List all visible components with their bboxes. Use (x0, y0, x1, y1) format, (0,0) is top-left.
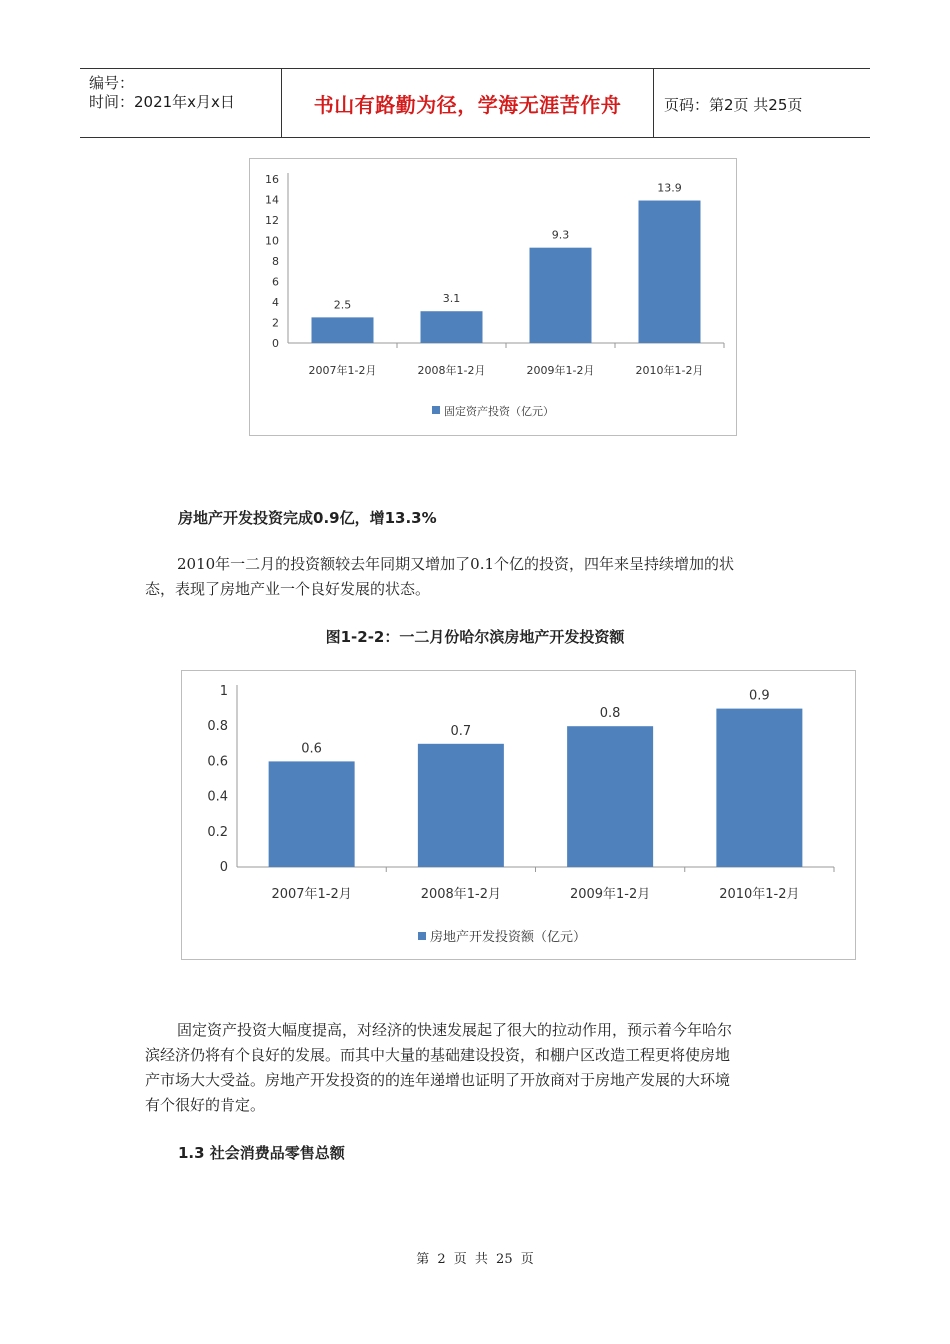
bar (418, 744, 504, 867)
bar (567, 726, 653, 867)
paragraph-line (145, 1018, 805, 1043)
y-tick-label: 8 (272, 255, 279, 268)
paragraph-line (145, 552, 805, 577)
bar-data-label: 13.9 (657, 181, 682, 195)
bar-data-label: 0.6 (301, 741, 322, 757)
paragraph-investment-growth (145, 552, 805, 602)
y-tick-label: 10 (265, 234, 279, 248)
bar (639, 201, 701, 343)
paragraph-line (145, 1068, 805, 1093)
legend-swatch (432, 406, 440, 414)
x-category-label: 2009年1-2月 (526, 364, 595, 377)
header-motto: 书山有路勤为径，学海无涯苦作舟 (313, 93, 622, 117)
y-tick-label: 1 (219, 684, 228, 699)
bar-data-label: 0.8 (599, 706, 621, 722)
section-heading-investment: 房地产开发投资完成0.9亿，增13.3% (178, 509, 437, 527)
x-category-label: 2007年1-2月 (271, 887, 352, 902)
paragraph-text: 产市场大大受益。房地产开发投资的的连年递增也证明了开放商对于房地产发展的大环境 (145, 1071, 731, 1089)
paragraph-line (145, 1093, 805, 1118)
bar (716, 709, 802, 867)
y-tick-label: 16 (265, 173, 279, 186)
paragraph-text: 态，表现了房地产业一个良好发展的状态。 (145, 580, 431, 598)
page-header (80, 68, 870, 138)
paragraph-text: 固定资产投资大幅度提高，对经济的快速发展起了很大的拉动作用，预示着今年哈尔 (177, 1021, 733, 1039)
bar-data-label: 3.1 (442, 292, 461, 306)
paragraph-text: 2010年一二月的投资额较去年同期又增加了0.1个亿的投资，四年来呈持续增加的状 (177, 555, 735, 573)
y-tick-label: 14 (265, 193, 279, 207)
y-tick-label: 0.2 (207, 824, 228, 840)
y-tick-label: 0 (272, 337, 279, 350)
paragraph-investment-analysis (145, 1018, 805, 1118)
y-tick-label: 0.6 (207, 754, 228, 770)
paragraph-text: 滨经济仍将有个良好的发展。而其中大量的基础建设投资，和棚户区改造工程更将使房地 (145, 1046, 731, 1064)
page-footer: 第 2 页 共 25 页 (416, 1252, 534, 1267)
header-page-cell (654, 69, 870, 137)
legend-label: 固定资产投资（亿元） (444, 405, 554, 418)
chart-real-estate-investment-svg (182, 671, 855, 959)
bar-data-label: 2.5 (333, 298, 352, 312)
x-category-label: 2008年1-2月 (417, 364, 486, 377)
chart-fixed-asset-investment (249, 158, 737, 436)
section-heading-retail-sales: 1.3 社会消费品零售总额 (178, 1144, 345, 1162)
header-meta-cell (80, 69, 282, 137)
x-category-label: 2010年1-2月 (635, 364, 704, 377)
chart-fixed-asset-investment-svg (250, 159, 736, 435)
y-tick-label: 12 (265, 214, 279, 227)
bar-data-label: 9.3 (551, 228, 570, 242)
y-tick-label: 6 (272, 275, 279, 289)
document-time-label: 时间：2021年x月x日 (89, 93, 235, 111)
bar-data-label: 0.9 (749, 688, 770, 704)
bar (421, 311, 483, 343)
bar-data-label: 0.7 (450, 723, 472, 739)
paragraph-line (145, 1043, 805, 1068)
x-category-label: 2010年1-2月 (719, 887, 800, 902)
y-tick-label: 0 (219, 860, 228, 875)
header-motto-cell (282, 69, 654, 137)
x-category-label: 2008年1-2月 (420, 887, 502, 902)
bar (530, 248, 592, 343)
bar (312, 317, 374, 343)
y-tick-label: 0.8 (207, 719, 228, 735)
paragraph-line (145, 577, 805, 602)
x-category-label: 2007年1-2月 (308, 364, 377, 377)
legend-swatch (418, 932, 426, 940)
y-tick-label: 4 (272, 296, 279, 309)
header-page-number: 页码：第2页 共25页 (664, 96, 803, 114)
y-tick-label: 0.4 (207, 789, 228, 805)
figure-caption-1-2-2: 图1-2-2：一二月份哈尔滨房地产开发投资额 (325, 628, 625, 646)
chart-real-estate-investment (181, 670, 856, 960)
legend-label: 房地产开发投资额（亿元） (430, 930, 587, 945)
x-category-label: 2009年1-2月 (569, 887, 651, 902)
paragraph-text: 有个很好的肯定。 (145, 1096, 266, 1114)
bar (269, 761, 355, 867)
y-tick-label: 2 (272, 316, 279, 330)
document-number-label: 编号： (89, 74, 135, 92)
